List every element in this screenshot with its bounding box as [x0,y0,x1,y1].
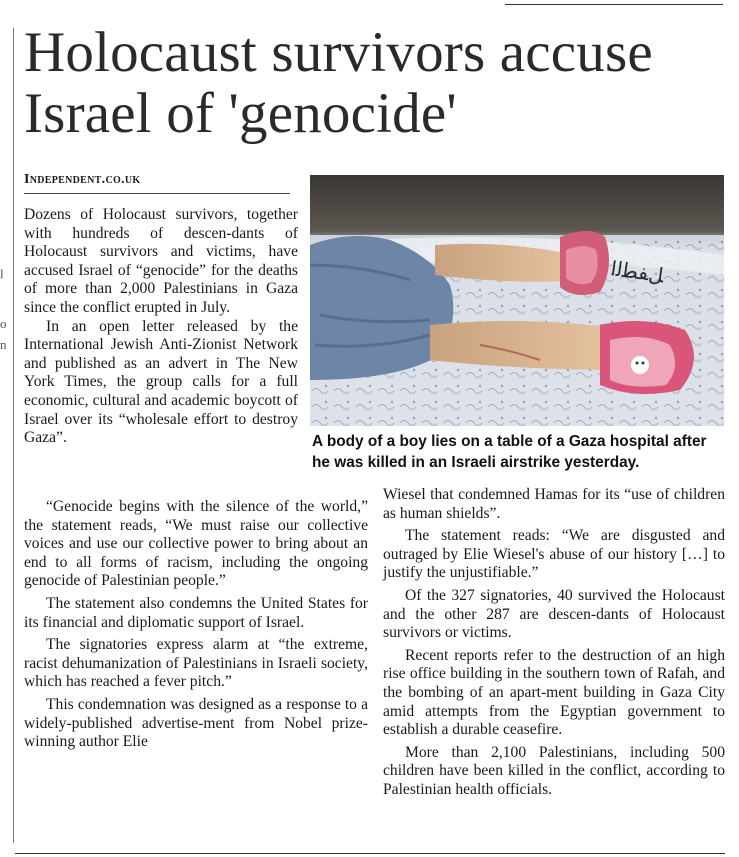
top-rule [505,4,723,5]
source-label: Independent.co.uk [24,172,141,187]
paragraph: “Genocide begins with the silence of the world,” the statement reads, “We must raise our collective voices and use our collective power to bring about an end to all forms of racism, including the ongoing genocide of Palestinian people.” [24,498,368,590]
paragraph: Recent reports refer to the destruction of an high rise office building in the southern town of Rafah, and the bombing of an apart-ment building in Gaza City amid attempts from the Egyptian government to establish a durable ceasefire. [383,646,725,739]
margin-fragment: n [0,337,7,352]
column-2 [383,486,725,800]
paragraph: In an open letter released by the International Jewish Anti-Zionist Network and published as an advert in The New York Times, the group calls for a full economic, cultural and academic boycott of Israel over its “wholesale effort to destroy Gaza”. [24,317,298,447]
column-1-top [24,206,298,448]
bottom-rule [15,853,725,854]
source-rule [24,193,290,194]
paragraph: Dozens of Holocaust survivors, together with hundreds of descen-dants of Holocaust survivors and victims, have accused Israel of “genocide” for the deaths of more than 2,000 Palestinians in Gaza since the conflict erupted in July. [24,206,298,316]
svg-text:ﻞﻔﻄﻟﺍ: ﻞﻔﻄﻟﺍ [609,256,666,288]
paragraph: The statement also condemns the United States for its financial and diplomatic support of Israel. [24,594,368,631]
news-photo [310,175,724,426]
column-1-bottom [24,498,368,752]
paragraph: The statement reads: “We are disgusted and outraged by Elie Wiesel's abuse of our history […] to justify the unjustifiable.” [383,527,725,582]
margin-fragment: o [0,316,7,331]
paragraph: More than 2,100 Palestinians, including 500 children have been killed in the conflict, according to Palestinian health officials. [383,743,725,798]
paragraph: This condemnation was designed as a response to a widely-published advertise-ment from Nobel prize-winning author Elie [24,695,368,751]
margin-fragment: l [0,266,4,281]
photo-illustration [310,175,724,426]
column-rule-left [13,28,14,843]
paragraph: Wiesel that condemned Hamas for its “use of children as human shields”. [383,486,725,522]
paragraph: The signatories express alarm at “the extreme, racist dehumanization of Palestinians in Israeli society, which has reached a fever pitch.” [24,636,368,691]
headline: Holocaust survivors accuse Israel of 'genocide' [24,21,653,145]
paragraph: Of the 327 signatories, 40 survived the Holocaust and the other 287 are descen-dants of Holocaust survivors or victims. [383,586,725,642]
photo-caption: A body of a boy lies on a table of a Gaza hospital after he was killed in an Israeli airstrike yesterday. [312,433,707,471]
